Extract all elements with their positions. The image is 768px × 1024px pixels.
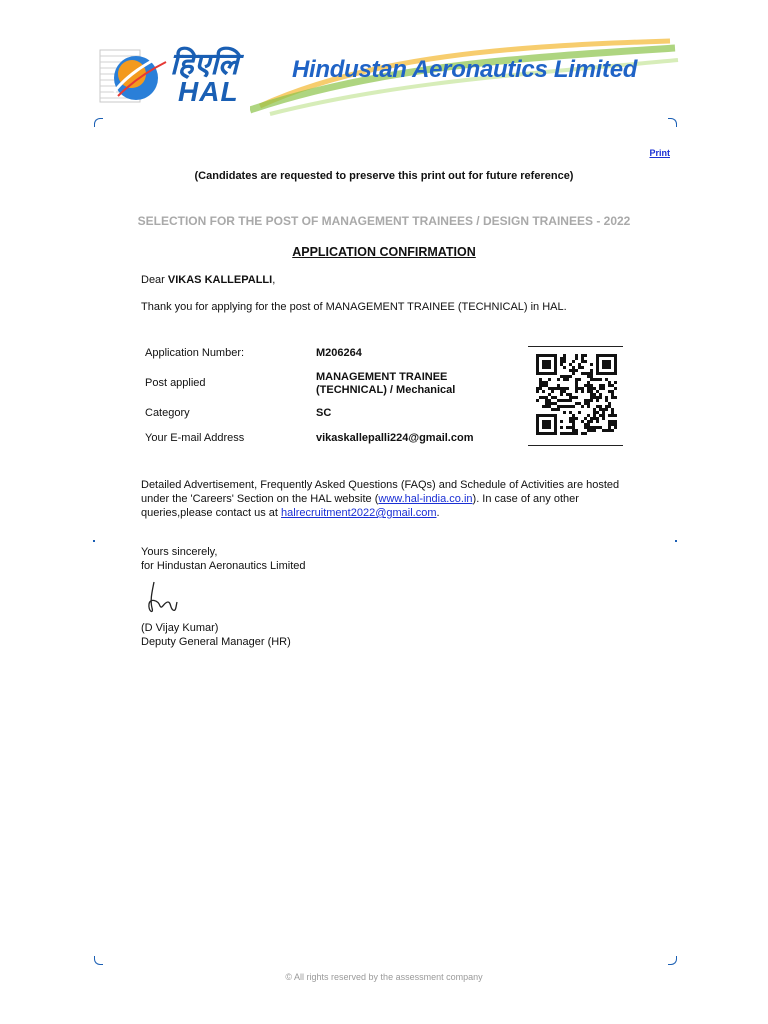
info-text-3: .	[436, 507, 440, 519]
category-value: SC	[316, 407, 332, 419]
selection-title: SELECTION FOR THE POST OF MANAGEMENT TRAINEES / DESIGN TRAINEES - 2022	[137, 214, 631, 228]
frame-corner-bottom-left	[94, 956, 103, 965]
post-applied-label: Post applied	[145, 377, 206, 389]
frame-corner-top-left	[94, 118, 103, 127]
closing-line-2: for Hindustan Aeronautics Limited	[141, 560, 306, 572]
company-name: Hindustan Aeronautics Limited	[292, 56, 638, 83]
email-value: vikaskallepalli224@gmail.com	[316, 432, 474, 444]
preserve-note: (Candidates are requested to preserve this print out for future reference)	[194, 170, 574, 182]
hal-emblem-icon	[98, 44, 168, 108]
print-link[interactable]: Print	[649, 148, 670, 158]
thanks-text: Thank you for applying for the post of MANAGEMENT TRAINEE (TECHNICAL) in HAL.	[141, 301, 567, 313]
info-paragraph	[141, 478, 641, 520]
frame-corner-bottom-right	[668, 956, 677, 965]
email-label: Your E-mail Address	[145, 432, 245, 444]
frame-marker-right	[675, 540, 677, 542]
candidate-name: VIKAS KALLEPALLI	[167, 274, 273, 286]
signer-block	[141, 621, 291, 649]
footer-copyright: © All rights reserved by the assessment company	[285, 972, 483, 982]
closing	[141, 545, 305, 573]
signer-name: (D Vijay Kumar)	[141, 622, 219, 634]
logo-hal-abbreviation: HAL	[178, 76, 239, 107]
frame-marker-left	[93, 540, 95, 542]
info-text-2: ). In case of any other queries,please contact us at	[141, 493, 579, 519]
frame-corner-top-right	[668, 118, 677, 127]
greeting	[141, 274, 275, 286]
closing-line-1: Yours sincerely,	[141, 546, 218, 558]
application-number-label: Application Number:	[145, 347, 245, 359]
application-number-value: M206264	[316, 347, 362, 359]
greeting-prefix: Dear	[141, 274, 168, 286]
signature-image	[140, 578, 190, 622]
confirmation-title: APPLICATION CONFIRMATION	[292, 245, 476, 259]
greeting-suffix: ,	[272, 274, 276, 286]
contact-email-link[interactable]: halrecruitment2022@gmail.com	[281, 507, 437, 519]
category-label: Category	[145, 407, 190, 419]
qr-code-icon	[536, 354, 617, 435]
info-text-1: Detailed Advertisement, Frequently Asked Questions (FAQs) and Schedule of Activities are hosted under the 'Careers' Section on the HAL website (	[141, 479, 620, 505]
signer-title: Deputy General Manager (HR)	[141, 636, 291, 648]
logo-hindi-name: हिएलि	[170, 47, 239, 82]
hal-website-link[interactable]: www.hal-india.co.in	[378, 493, 473, 505]
post-applied-value: MANAGEMENT TRAINEE (TECHNICAL) / Mechanical	[316, 371, 456, 396]
